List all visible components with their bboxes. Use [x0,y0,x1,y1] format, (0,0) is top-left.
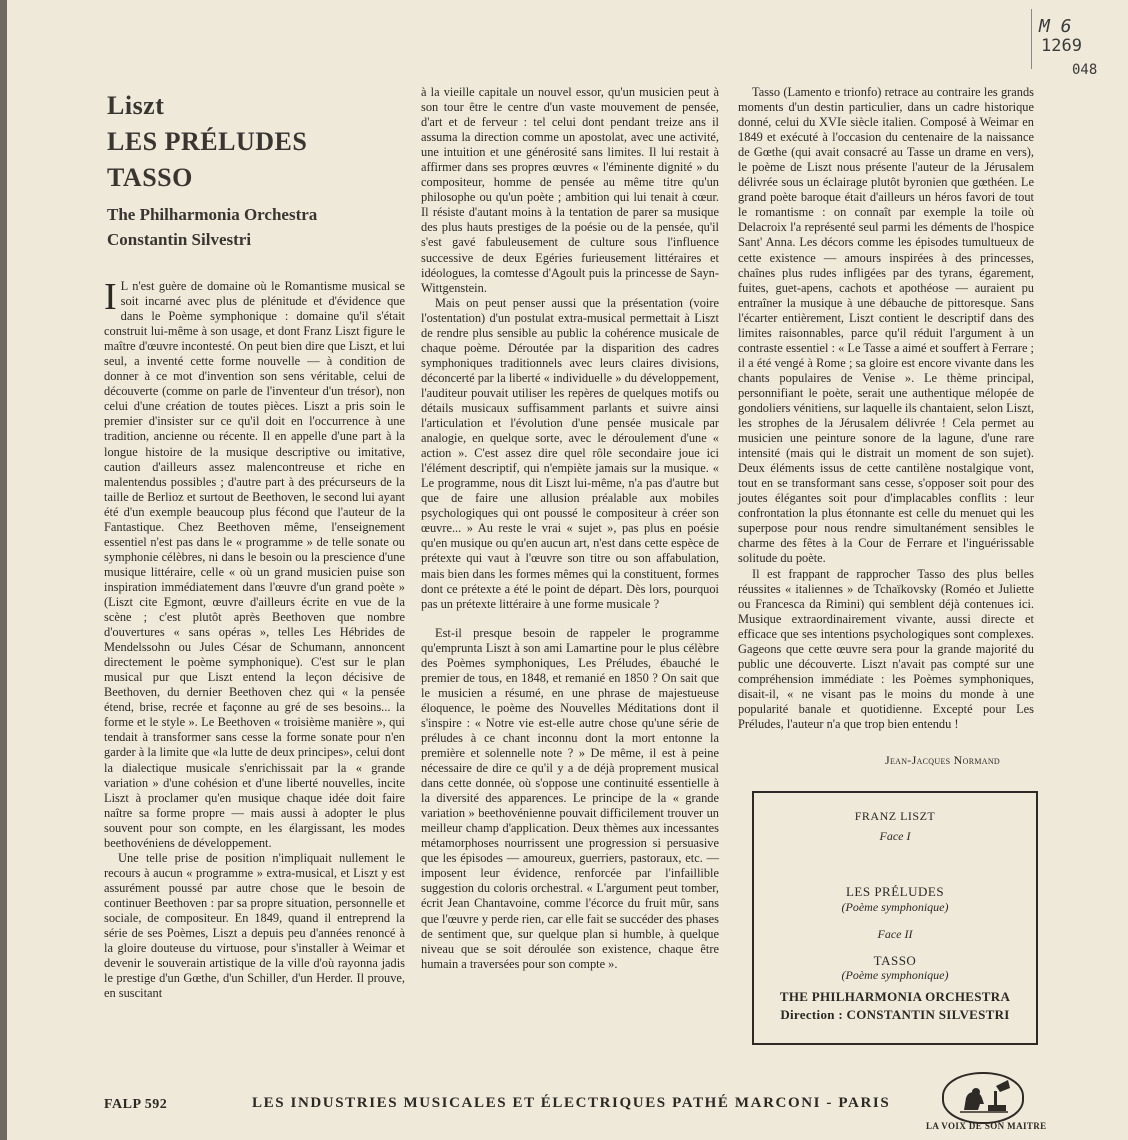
album-header [107,88,387,252]
credits-direction: Direction : CONSTANTIN SILVESTRI [780,1007,1010,1022]
liner-notes-column-3 [738,85,1034,732]
paragraph: Est-il presque besoin de rappeler le programme qu'emprunta Liszt à son ami Lamartine pour le plus célèbre des Poèmes symphoniques, Les Préludes, ébauché le premier de tous, en 1848, et remanié en 1850 ? On sait que le musicien a résumé, en une phrase de majestueuse éloquence, le poème des Nouvelles Méditations dont il s'inspire : « Notre vie est-elle autre chose qu'une série de préludes à ce chant inconnu dont la mort entonne la première et solennelle note ? » De même, il est à peine nécessaire de dire ce qu'il y a de déjà proprement musical dans cette donnée, où s'oppose une continuité essentielle à la diversité des apparences. Le principe de la « grande variation » beethovénienne pouvait difficilement trouver un meilleur champ d'application. Deux thèmes aux incessantes métamorphoses nourrissent une progression si persuasive que les épisodes — amoureux, guerriers, pastoraux, etc. — imposent leur évidence, renforcée par l'infaillible suggestion du coloris orchestral. « L'argument peut tomber, écrit Jean Chantavoine, comme l'écorce du fruit mûr, sans que l'œuvre y perde rien, car elle fait se succéder des phases de sentiment que, sur quelque plan si humble, à quelque niveau que se soit déroulée son existence, chaque être humain a traversées pour son compte ». [421,625,719,971]
sleeve-edge [0,0,7,1140]
credits-orchestra: THE PHILHARMONIA ORCHESTRA [779,989,1011,1004]
paragraph: à la vieille capitale un nouvel essor, qu'un musicien peut à son tour être le centre d'un vaste mouvement de pensée, d'art et de ferveur : tel celui dont pendant treize ans il assuma la direction comme un apostolat, avec une activité, une intuition et une générosité sans limites. Il lui restait à affirmer dans ses propres œuvres « l'éminente dignité » du compositeur, homme de pensée au même titre qu'un philosophe ou qu'un poète ; ambition qui lui tenait à cœur. Il résiste d'autant moins à la tentation de parer sa musique des plus hauts prestiges de la poésie ou de la pensée, qu'il s'est gavé fabuleusement de culture sous l'influence successive de deux Egéries furieusement littéraires et idéologues, la comtesse d'Agoult puis la princesse de Sayn-Wittgenstein. [421,85,719,295]
drop-cap: I [104,276,117,318]
work-title-1: LES PRÉLUDES [107,127,308,156]
face-2-label: Face II [877,927,913,941]
composer-name: Liszt [107,91,165,120]
author-signature: Jean-Jacques Normand [885,753,1001,767]
paragraph: I L n'est guère de domaine où le Romantisme musical se soit incarné avec plus de plénitude et d'évidence que dans le Poème symphonique : domaine qu'il s'était construit lui-même à son usage, et dont Franz Liszt figure le maître d'œuvre incontesté. On peut bien dire que Liszt, et lui seul, a inventé cette forme nouvelle — à condition de donner à ce mot d'invention son sens véritable, celui de découverte (comme on parle de l'inventeur d'un trésor), non celui d'une création de toutes pièces. Liszt a pris soin le premier d'insister sur ce qu'il doit en l'occurrence à une tradition, ancienne ou récente. Il en appelle d'une part à la longue histoire de la musique descriptive ou imitative, caution d'ailleurs assez malencontreuse et riche en malentendus possibles ; d'autre part à des précurseurs de la taille de Berlioz et surtout de Beethoven, le second lui ayant été d'un exemple beaucoup plus fécond que l'auteur de la Fantastique. Chez Beethoven même, l'enseignement essentiel n'est pas dans le « programme » de telle sonate ou symphonie célèbres, ni dans le besoin ou la prescience d'une musique littéraire, celle « où un grand musicien puise son inspiration immédiatement dans l'œuvre d'un grand poète » (Liszt cite Egmont, œuvre d'ailleurs écrite en vue de la scène ; c'est plutôt après Beethoven que nombre d'ouvertures « sans opéras », telles Les Hébrides de Mendelssohn ou Jules César de Schumann, annoncent directement le poème symphonique). C'est sur le plan musical pur que Liszt entend la leçon décisive de Beethoven, du dernier Beethoven chez qui « la pensée étend, brise, recrée et façonne au gré de ses besoins... la forme et le style ». Le Beethoven « troisième manière », qui tendait à transformer sans cesse la forme sonate pour n'en garder à la limite que «la lutte de deux principes», celui dont la dialectique musicale s'enrichissait par la « grande variation » d'une cohésion et d'une liberté nouvelles, incite Liszt à proclamer qu'en musique chaque idée doit faire naître sa forme propre — mais aussi à adopter le plus souvent pour son compte, en les élargissant, les modes beethovéniens de développement. [104,276,405,850]
face-1-label: Face I [879,829,911,843]
logo-caption: LA VOIX DE SON MAITRE [926,1121,1047,1131]
orchestra-name: The Philharmonia Orchestra [107,205,318,224]
credits-box [752,791,1038,1045]
paragraph: Tasso (Lamento e trionfo) retrace au contraire les grands moments d'un destin particulier, dans un cadre historique donné, celui du XVIe siècle italien. Composé à Weimar en 1849 et exécuté à l'occasion du centenaire de la naissance de Gœthe (qui avait consacré au Tasse un drame en vers), le poème de Liszt nous présente l'auteur de la Jérusalem délivrée sous un éclairage plutôt byronien que gœthéen. Le grand poète baroque était d'ailleurs un héros favori de tout le romantisme : on connaît par exemple la toile où Delacroix l'a représenté seul parmi les déments de l'hospice Sant' Anna. Les décors comme les épisodes tumultueux de cette existence — amours inspirées à des princesses, chaînes plus rudes infligées par des tyrans, égarement, fuites, guet-apens, cachots et apothéose — auraient pu entraîner la musique à une débauche de pittoresque. Sans l'écarter entièrement, Liszt contient le descriptif dans des limites raisonnables, parce qu'il réduit l'argument à un contraste essentiel : « Le Tasse a aimé et souffert à Ferrare ; il a été vengé à Rome ; sa gloire est encore vivante dans les chants populaires de Venise ». Le thème principal, personnifiant le poète, serait une authentique mélopée de gondoliers vénitiens, sur laquelle ils chantaient, selon Liszt, les strophes de la Jérusalem délivrée ! Cela permet au musicien une peinture sonore de la lagune, d'une rare intensité (mais qui le distrait un moment de son sujet). Deux éléments issus de cette cantilène nostalgique vont, tout en se transformant sans cesse, s'opposer soit pour des joutes élégantes soit pour d'implacables conflits : leur confrontation la plus étonnante est celle du menuet qui les superpose pour nous rendre simultanément sensibles le charme des fêtes à la Cour de Ferrare et l'inguérissable solitude du poète. [738,85,1034,566]
face-2-title: TASSO [873,953,917,968]
handwritten-rule [1031,9,1032,69]
record-label-line: LES INDUSTRIES MUSICALES ET ÉLECTRIQUES PATHÉ MARCONI - PARIS [252,1095,891,1111]
credits-composer: FRANZ LISZT [854,809,936,823]
work-title-2: TASSO [107,163,193,192]
liner-notes-column-1 [104,276,405,1001]
paragraph: Mais on peut penser aussi que la présentation (voire l'ostentation) d'un postulat extra-musical permettait à Liszt de rendre plus sensible au public la cohérence musicale de chaque poème. Déroutée par la disparition des cadres symphoniques traditionnels avec leurs claires divisions, déconcerté par la liberté « individuelle » du développement, l'auditeur pouvait utiliser les repères de quelques motifs ou détails musicaux suffisamment parlants et suivre ainsi l'articulation et l'évolution d'une pensée musicale par analogie, en quelque sorte, avec le déroulement d'une « action ». C'est assez dire quel rôle secondaire joue ici l'élément descriptif, qui n'empiète jamais sur la musique. « Le programme, nous dit Liszt lui-même, n'a pas d'autre but que de faire une allusion préalable aux mobiles psychologiques qui ont poussé le compositeur à créer son œuvre... » Au reste le vrai « sujet », pas plus en poésie qu'en musique ou qu'en aucun art, n'est dans cette espèce de prétexte qui vaut à l'œuvre son titre ou son affabulation, mais bien dans les formes mêmes qui la constituent, formes dont ce prétexte a été le point de départ. Dès lors, pourquoi pas un prétexte littéraire à une forme musicale ? [421,295,719,611]
handwritten-number: 048 [1072,62,1098,78]
paragraph: Il est frappant de rapprocher Tasso des plus belles réussites « italiennes » de Tchaïkovsky (Roméo et Juliette ou Francesca da Rimini) qui semblent déjà contenues ici. Musique extraordinairement vivante, aussi directe et efficace que ses intentions psychologiques sont complexes. Gageons que cette œuvre sera pour la grande majorité du public une découverte. Liszt n'avait pas compté sur une compréhension immédiate : les Poèmes symphoniques, disait-il, « ne visant pas le moins du monde à une popularité banale et quotidienne. Excepté pour Les Préludes, l'auteur n'a que trop bien entendu ! [738,566,1034,731]
conductor-name: Constantin Silvestri [107,230,252,249]
handwritten-note: M 6 [1039,16,1072,37]
liner-notes-column-2 [421,85,719,972]
face-1-subtitle: (Poème symphonique) [841,900,949,914]
catalog-number: FALP 592 [104,1097,168,1112]
face-1-title: LES PRÉLUDES [845,884,945,899]
handwritten-number: 1269 [1041,36,1082,56]
paragraph: Une telle prise de position n'impliquait nullement le recours à aucun « programme » extra-musical, et Liszt y est assurément poussé par autre chose que le besoin de continuer Beethoven : par sa propre situation, personnelle et sociale, de compositeur. En 1849, quand il entreprend la série de ses Poèmes, Liszt a depuis peu d'années renoncé à la gloire douteuse du virtuose, pour s'installer à Weimar et devenir le souverain artistique de la ville d'où rayonna jadis le prestige d'un Gœthe, d'un Schiller, d'un Herder. Il prouve, en suscitant [104,850,405,1001]
his-masters-voice-logo-icon [942,1072,1024,1124]
face-2-subtitle: (Poème symphonique) [841,968,949,982]
